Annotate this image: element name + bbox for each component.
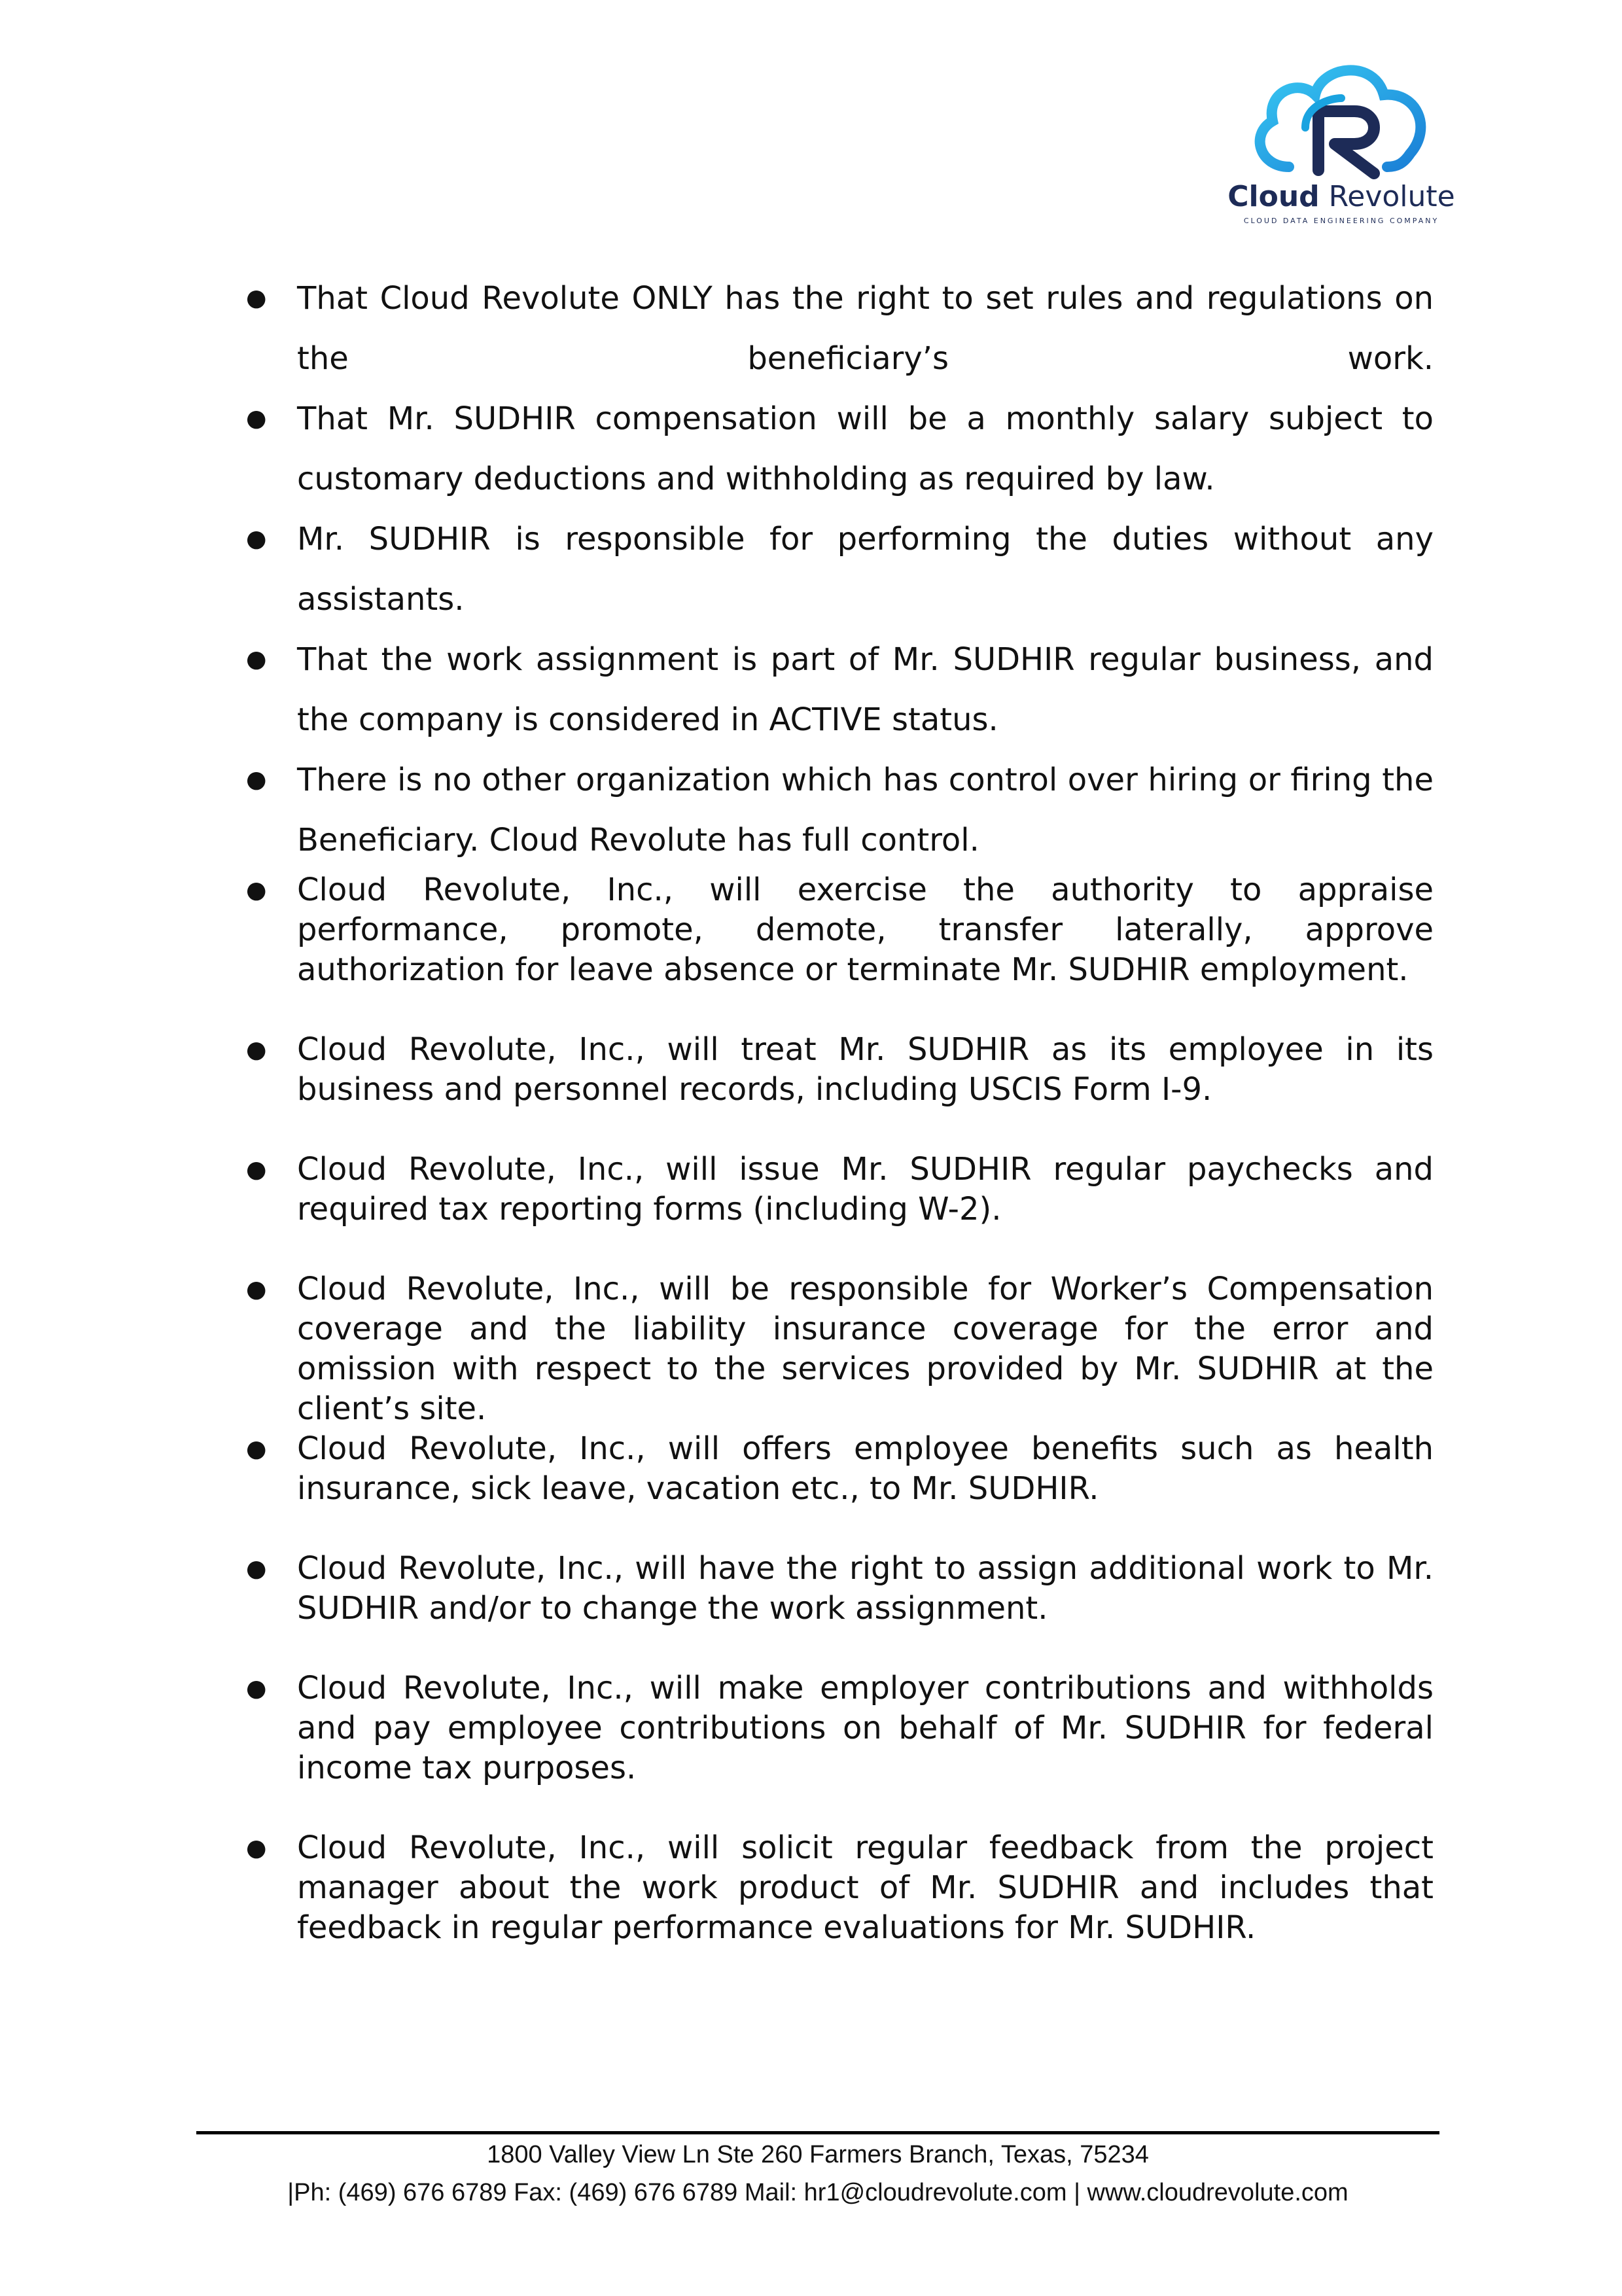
list-item	[246, 629, 1434, 750]
footer-contact: |Ph: (469) 676 6789 Fax: (469) 676 6789 Mail: hr1@cloudrevolute.com | www.cloudrevolute.com	[287, 2179, 1349, 2206]
list-item-text: Cloud Revolute, Inc., will issue Mr. SUDHIR regular paychecks and required tax reporting forms (including W-2).	[297, 1151, 1434, 1227]
bullet-icon: ●	[246, 1436, 267, 1462]
bullet-icon: ●	[246, 525, 267, 552]
logo-name-bold: Cloud	[1227, 180, 1320, 213]
logo-tagline: CLOUD DATA ENGINEERING COMPANY	[1243, 217, 1439, 225]
list-item-text: There is no other organization which has control over hiring or firing the Beneficiary. Cloud Revolute has full control.	[297, 762, 1434, 858]
list-item-text: Cloud Revolute, Inc., will exercise the authority to appraise performance, promote, demote, transfer laterally, approve authorization for leave absence or terminate Mr. SUDHIR employment.	[297, 872, 1434, 988]
list-item	[246, 750, 1434, 870]
bullet-icon: ●	[246, 1036, 267, 1063]
list-item-text: Cloud Revolute, Inc., will make employer contributions and withholds and pay employee contributions on behalf of Mr. SUDHIR for federal income tax purposes.	[297, 1670, 1434, 1786]
bullet-list	[246, 268, 1434, 1948]
bullet-icon: ●	[246, 646, 267, 673]
list-item	[246, 870, 1434, 990]
company-logo	[1224, 56, 1459, 226]
list-item	[246, 389, 1434, 509]
logo-wordmark	[1224, 180, 1459, 213]
list-item-text: Cloud Revolute, Inc., will be responsible for Worker’s Compensation coverage and the liability insurance coverage for the error and omission with respect to the services provided by Mr. SUDHIR at the client’s site.	[297, 1271, 1434, 1427]
list-item	[246, 1150, 1434, 1229]
footer-address: 1800 Valley View Ln Ste 260 Farmers Branch, Texas, 75234	[487, 2141, 1149, 2168]
list-item	[246, 1669, 1434, 1788]
list-item-text: That the work assignment is part of Mr. SUDHIR regular business, and the company is considered in ACTIVE status.	[297, 641, 1434, 738]
logo-name-light: Revolute	[1328, 180, 1455, 213]
bullet-icon: ●	[246, 405, 267, 432]
list-item	[246, 1030, 1434, 1110]
list-item-text: Cloud Revolute, Inc., will treat Mr. SUDHIR as its employee in its business and personnel records, including USCIS Form I-9.	[297, 1031, 1434, 1108]
list-item-text: That Cloud Revolute ONLY has the right to set rules and regulations on the beneficiary’s work.	[297, 280, 1434, 377]
list-item-text: Mr. SUDHIR is responsible for performing the duties without any assistants.	[297, 521, 1434, 618]
bullet-icon: ●	[246, 1156, 267, 1183]
list-item-text: That Mr. SUDHIR compensation will be a monthly salary subject to customary deductions and withholding as required by law.	[297, 400, 1434, 497]
list-item	[246, 1549, 1434, 1629]
bullet-icon: ●	[246, 877, 267, 904]
list-item	[246, 1429, 1434, 1509]
bullet-icon: ●	[246, 1675, 267, 1702]
bullet-icon: ●	[246, 285, 267, 311]
list-item-text: Cloud Revolute, Inc., will solicit regular feedback from the project manager about the work product of Mr. SUDHIR and includes that feedback in regular performance evaluations for Mr. SUDHIR.	[297, 1829, 1434, 1946]
bullet-icon: ●	[246, 1555, 267, 1582]
list-item	[246, 509, 1434, 629]
list-item	[246, 1828, 1434, 1948]
list-item-text: Cloud Revolute, Inc., will have the right to assign additional work to Mr. SUDHIR and/or to change the work assignment.	[297, 1550, 1434, 1627]
bullet-icon: ●	[246, 1835, 267, 1862]
list-item-text: Cloud Revolute, Inc., will offers employee benefits such as health insurance, sick leave, vacation etc., to Mr. SUDHIR.	[297, 1430, 1434, 1507]
cloud-r-icon	[1243, 56, 1439, 186]
list-item	[246, 1269, 1434, 1429]
bullet-icon: ●	[246, 766, 267, 793]
list-item	[246, 268, 1434, 389]
bullet-icon: ●	[246, 1276, 267, 1303]
footer-divider	[196, 2131, 1439, 2134]
